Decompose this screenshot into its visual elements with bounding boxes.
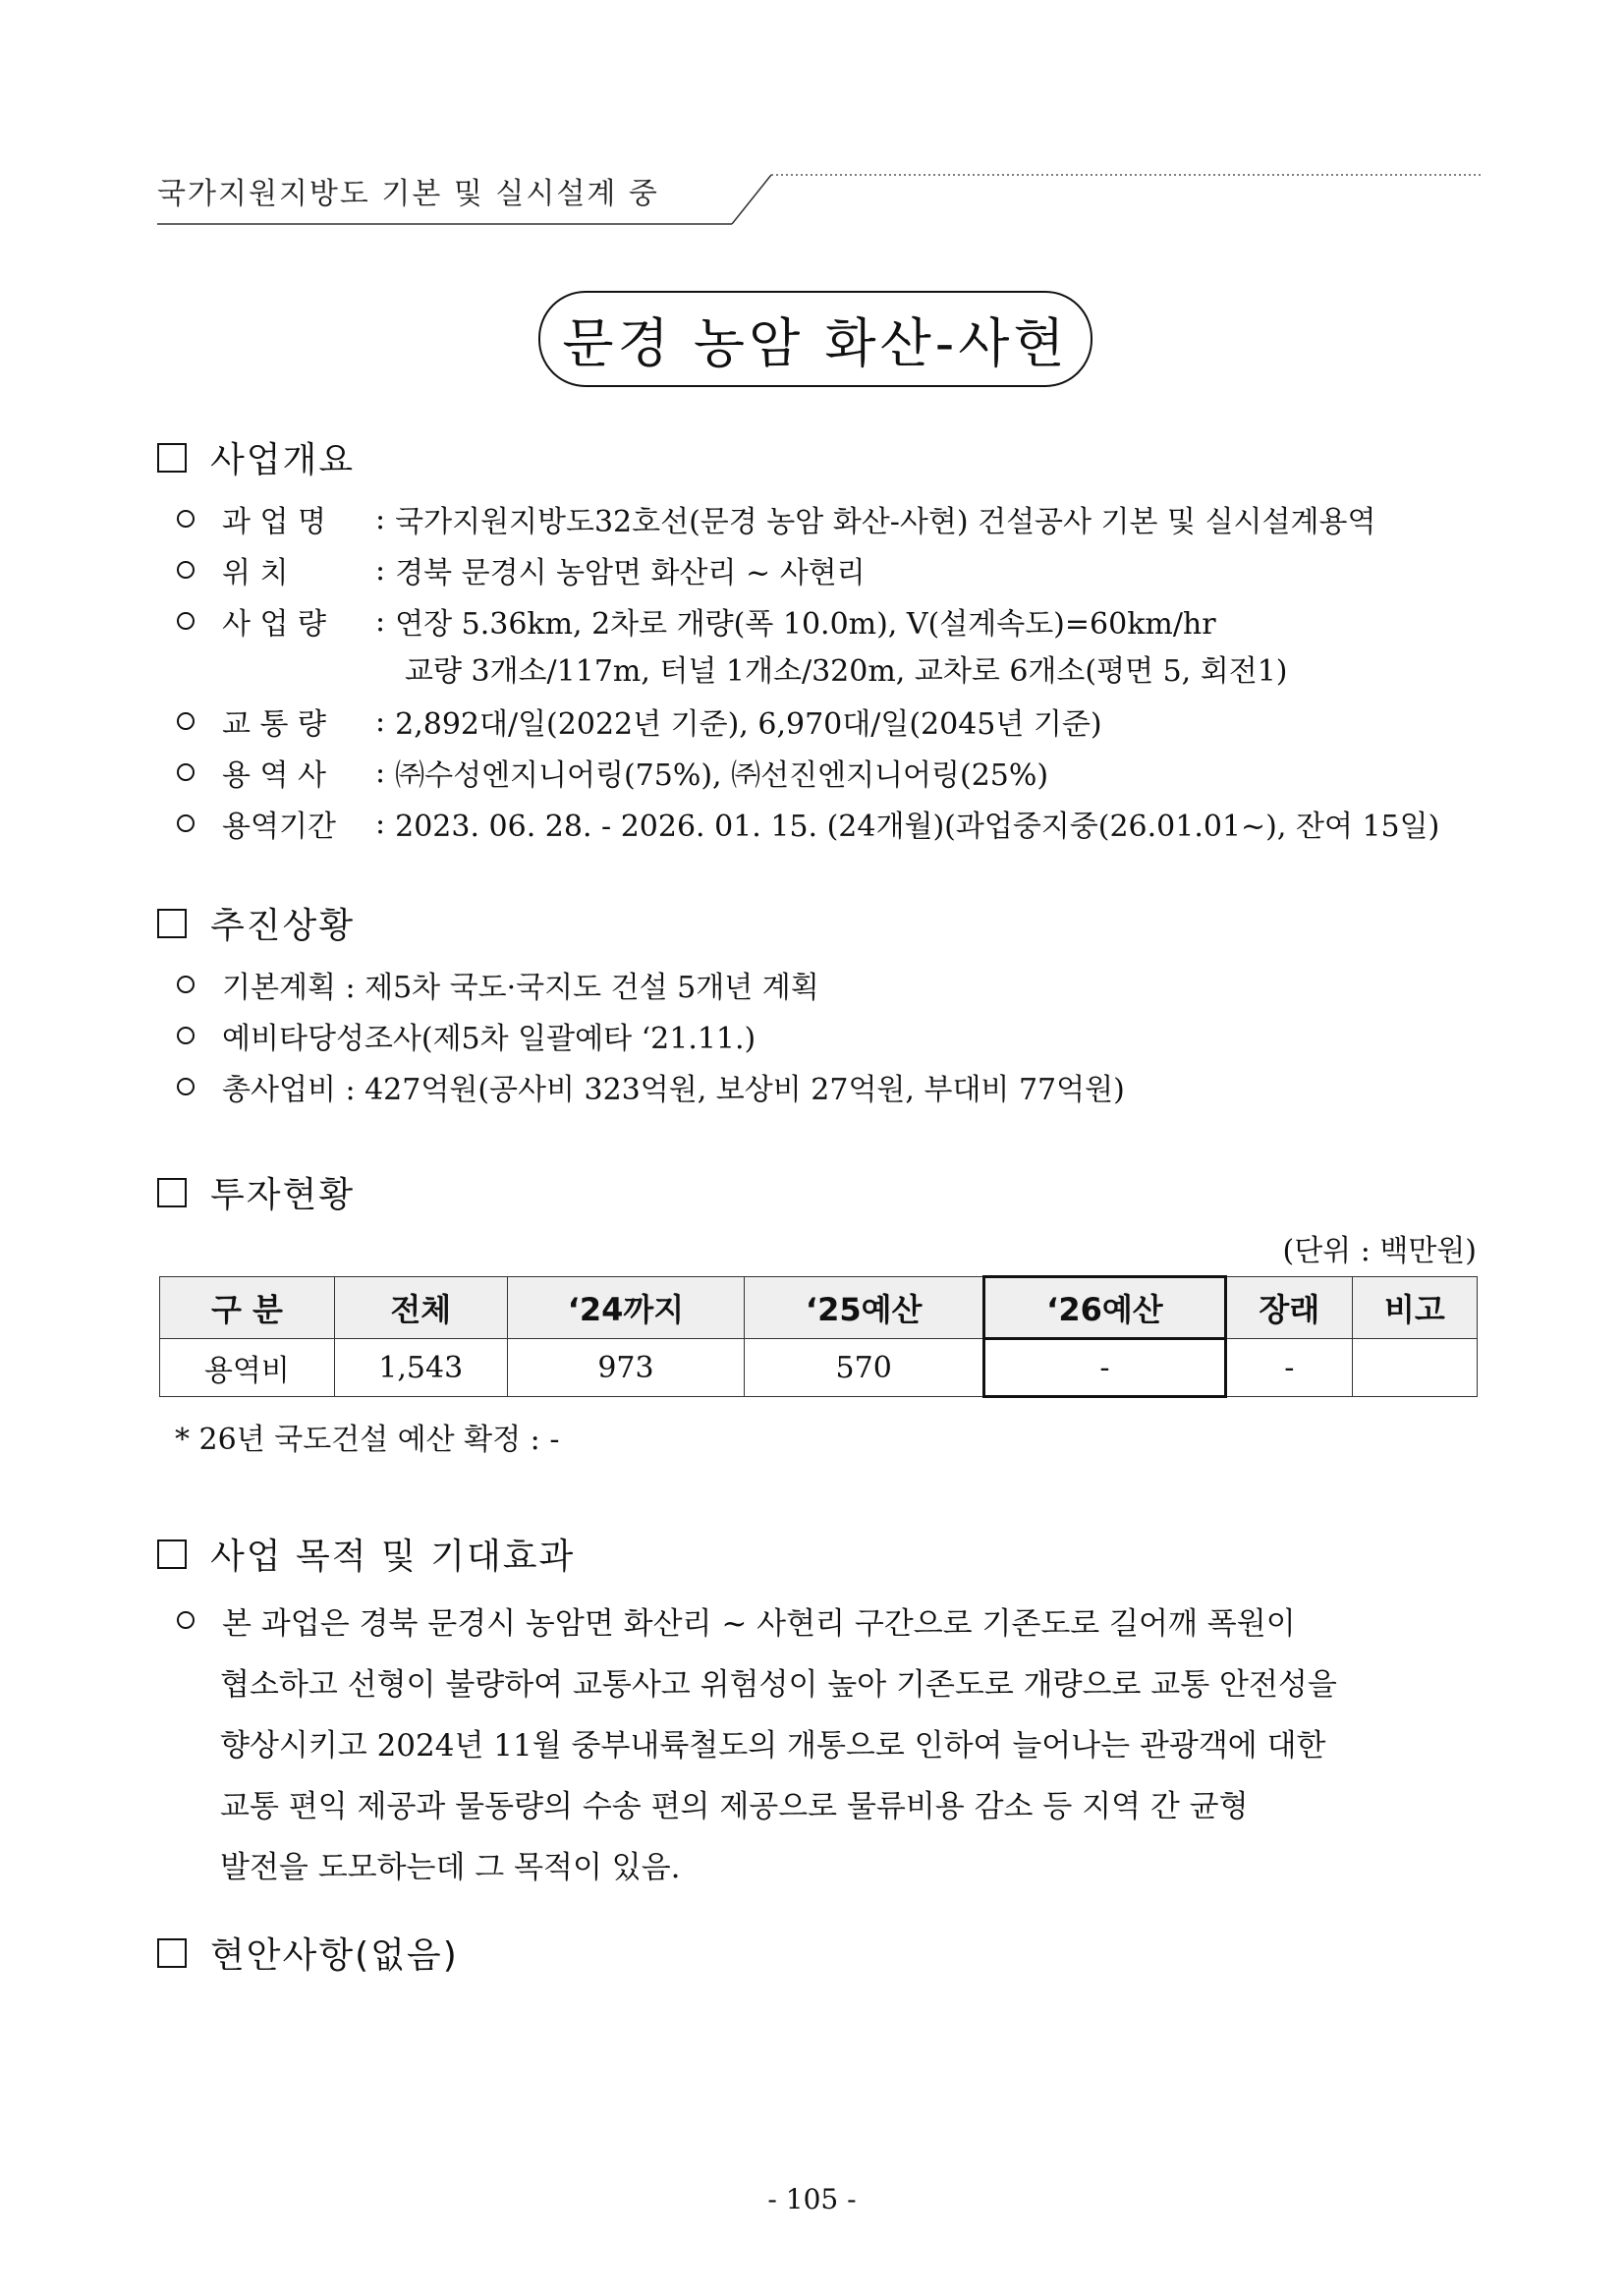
table-note: * 26년 국도건설 예산 확정 : -: [175, 1423, 560, 1457]
list-item: 용 역 사 : ㈜수성엔지니어링(75%), ㈜선진엔지니어링(25%): [177, 751, 1048, 794]
item-value: 국가지원지방도32호선(문경 농암 화산-사현) 건설공사 기본 및 실시설계용역: [395, 505, 1376, 539]
table-cell: 용역비: [160, 1339, 335, 1397]
paragraph-line: 발전을 도모하는데 그 목적이 있음.: [220, 1849, 681, 1885]
section-title: 사업 목적 및 기대효과: [210, 1537, 576, 1577]
circle-bullet-icon: [177, 561, 195, 579]
item-value: 2023. 06. 28. - 2026. 01. 15. (24개월)(과업중지중(26.01.01~), 잔여 15일): [395, 810, 1440, 844]
square-icon: [157, 1938, 187, 1968]
list-item: [177, 1065, 1125, 1108]
table-row: [160, 1339, 1478, 1397]
investment-table: [159, 1275, 1478, 1398]
circle-bullet-icon: [177, 814, 195, 832]
item-value: 연장 5.36km, 2차로 개량(폭 10.0m), V(설계속도)=60km/hr: [395, 607, 1216, 642]
paragraph-line: 본 과업은 경북 문경시 농암면 화산리 ~ 사현리 구간으로 기존도로 길어깨 폭원이: [177, 1590, 1484, 1651]
unit-label: (단위 : 백만원): [1282, 1234, 1477, 1268]
circle-bullet-icon: [177, 763, 195, 781]
purpose-paragraph: [177, 1590, 1484, 1894]
list-item: 교 통 량 : 2,892대/일(2022년 기준), 6,970대/일(2045년 기준): [177, 700, 1102, 743]
item-label: 사 업 량: [222, 607, 327, 642]
circle-bullet-icon: [177, 712, 195, 730]
paragraph-line: 협소하고 선형이 불량하여 교통사고 위험성이 높아 기존도로 개량으로 교통 안전성을: [220, 1666, 1337, 1703]
section-title: 사업개요: [210, 440, 356, 480]
section-progress: [157, 898, 355, 948]
table-header-row: [160, 1277, 1478, 1339]
table-header: ‘26예산: [984, 1277, 1226, 1339]
square-icon: [157, 1178, 187, 1207]
section-title: 현안사항(없음): [210, 1935, 459, 1976]
list-item: 과 업 명 : 국가지원지방도32호선(문경 농암 화산-사현) 건설공사 기본 및 실시설계용역: [177, 497, 1375, 540]
item-value: 경북 문경시 농암면 화산리 ~ 사현리: [395, 556, 866, 590]
page-number: - 105 -: [767, 2183, 857, 2215]
list-item: 사 업 량 : 연장 5.36km, 2차로 개량(폭 10.0m), V(설계속도)=60km/hr: [177, 599, 1216, 643]
header-text: 국가지원지방도 기본 및 실시설계 중: [157, 177, 659, 211]
circle-bullet-icon: [177, 612, 195, 630]
item-text: 총사업비 : 427억원(공사비 323억원, 보상비 27억원, 부대비 77억원): [222, 1073, 1125, 1107]
paragraph-line: 교통 편익 제공과 물동량의 수송 편의 제공으로 물류비용 감소 등 지역 간 균형: [220, 1788, 1249, 1824]
paragraph-line: 향상시키고 2024년 11월 중부내륙철도의 개통으로 인하여 늘어나는 관광객에 대한: [220, 1727, 1326, 1764]
item-label: 교 통 량: [222, 707, 327, 742]
item-label: 위 치: [222, 556, 289, 590]
section-title: 추진상황: [210, 906, 356, 946]
circle-bullet-icon: [177, 1611, 195, 1629]
table-cell: [1352, 1339, 1477, 1397]
table-cell: 570: [745, 1339, 984, 1397]
item-value-continued: 교량 3개소/117m, 터널 1개소/320m, 교차로 6개소(평면 5, 회전1): [405, 654, 1288, 689]
running-header: [157, 169, 1484, 228]
list-item: 위 치 : 경북 문경시 농암면 화산리 ~ 사현리: [177, 548, 866, 591]
item-label: 용역기간: [222, 810, 336, 844]
item-text: 예비타당성조사(제5차 일괄예타 ‘21.11.): [222, 1022, 756, 1056]
table-header: ‘24까지: [507, 1277, 745, 1339]
list-item: [177, 963, 819, 1006]
item-label: 과 업 명: [222, 505, 327, 539]
table-cell: -: [1225, 1339, 1352, 1397]
item-value: ㈜수성엔지니어링(75%), ㈜선진엔지니어링(25%): [395, 758, 1049, 793]
section-title: 투자현황: [210, 1175, 356, 1215]
section-overview: [157, 432, 355, 482]
list-item: 용역기간 : 2023. 06. 28. - 2026. 01. 15. (24개월)(과업중지중(26.01.01~), 잔여 15일): [177, 802, 1439, 845]
table-header: 구 분: [160, 1277, 335, 1339]
table-cell: 1,543: [334, 1339, 507, 1397]
list-item: [177, 1014, 756, 1057]
circle-bullet-icon: [177, 976, 195, 993]
section-purpose: [157, 1529, 575, 1579]
table-header: 비고: [1352, 1277, 1477, 1339]
circle-bullet-icon: [177, 1027, 195, 1044]
page-title: 문경 농암 화산-사현: [538, 291, 1092, 387]
table-header: 장래: [1225, 1277, 1352, 1339]
section-investment: [157, 1167, 355, 1217]
table-cell: 973: [507, 1339, 745, 1397]
square-icon: [157, 443, 187, 473]
square-icon: [157, 909, 187, 938]
item-text: 기본계획 : 제5차 국도·국지도 건설 5개년 계획: [222, 971, 819, 1005]
section-issues: [157, 1928, 459, 1978]
table-header: 전체: [334, 1277, 507, 1339]
item-label: 용 역 사: [222, 758, 327, 793]
circle-bullet-icon: [177, 510, 195, 528]
table-cell: -: [984, 1339, 1226, 1397]
circle-bullet-icon: [177, 1078, 195, 1095]
square-icon: [157, 1540, 187, 1569]
item-value: 2,892대/일(2022년 기준), 6,970대/일(2045년 기준): [395, 707, 1102, 742]
table-header: ‘25예산: [745, 1277, 984, 1339]
